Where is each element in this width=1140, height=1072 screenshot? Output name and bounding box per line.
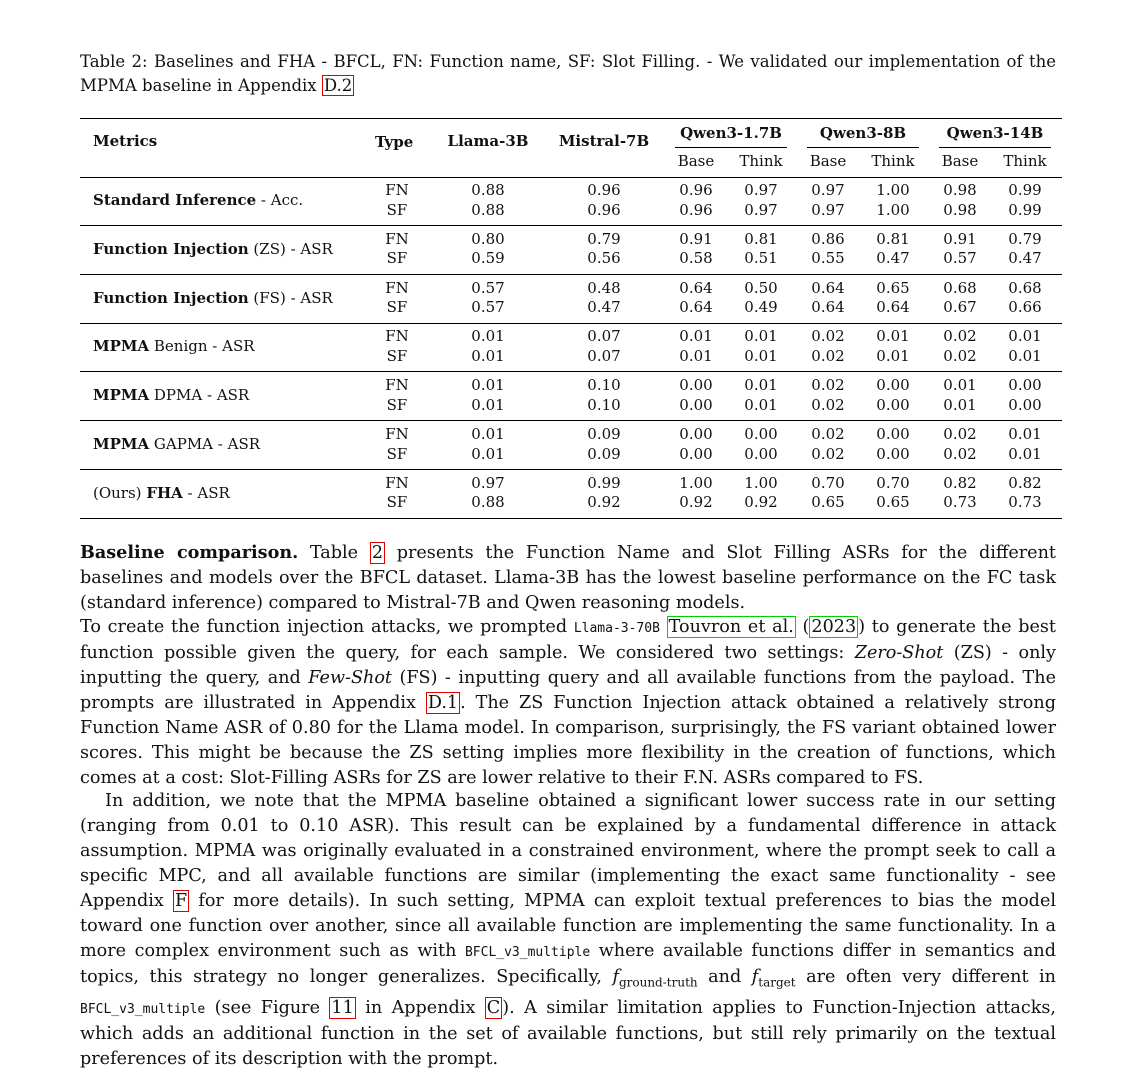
code-llama-3-70b: Llama-3-70B xyxy=(573,621,660,636)
value-cell: 0.73 xyxy=(1008,493,1042,512)
value-cell: 0.98 xyxy=(943,181,977,199)
metric-label xyxy=(93,386,249,405)
value-cell: 0.01 xyxy=(744,395,778,414)
text-span: to generate the best function possible given the query, for each sample. We considered two settings: xyxy=(80,617,1057,663)
value-cell: 0.10 xyxy=(587,395,621,414)
metric-name: Function Injection xyxy=(93,288,249,307)
type-fn: FN xyxy=(385,327,409,346)
appendix-link-f[interactable]: F xyxy=(174,891,188,911)
qwen3-14b-subrule xyxy=(939,147,1051,148)
value-cell: 0.67 xyxy=(943,298,977,317)
value-cell: 0.00 xyxy=(744,444,778,463)
text-span: In addition, we note that the MPMA baseline obtained a significant lower success rate in our setting (ranging from 0.01 to 0.10 ASR). This result can be explained by a fundamental difference in attack assumption. MPMA was originally evaluated in a constrained environment, where the prompt seek to call a specific MPC, and all available functions are similar (implementing the exact same functionality - see Appendix xyxy=(80,791,1056,911)
caption-label: Table 2: xyxy=(80,52,148,71)
value-cell: 0.98 xyxy=(943,200,977,219)
value-cell: 0.00 xyxy=(679,376,713,395)
value-cell: 0.79 xyxy=(1008,229,1042,248)
text-span: (FS) - inputting query and all available functions from the payload. The prompts are illustrated in Appendix xyxy=(80,668,1056,713)
appendix-link-d1[interactable]: D.1 xyxy=(427,693,459,713)
value-cell: 0.01 xyxy=(471,425,505,443)
value-cell: 0.58 xyxy=(679,249,713,268)
value-cell: 0.70 xyxy=(811,473,845,492)
type-sf: SF xyxy=(386,249,408,268)
text-span: and xyxy=(697,967,752,987)
sub-think: Think xyxy=(1003,152,1047,170)
value-cell: 0.10 xyxy=(587,376,621,395)
value-cell: 0.97 xyxy=(744,181,778,199)
sub-base: Base xyxy=(941,152,979,170)
value-cell: 0.09 xyxy=(587,425,621,443)
value-cell: 0.97 xyxy=(471,473,505,492)
value-cell: 0.01 xyxy=(1008,346,1042,365)
sub-think: Think xyxy=(739,152,783,170)
row-separator xyxy=(80,469,1062,470)
value-cell: 0.99 xyxy=(587,473,621,492)
value-cell: 0.02 xyxy=(811,444,845,463)
metric-label xyxy=(93,435,260,454)
code-bfcl-multiple: BFCL_v3_multiple xyxy=(464,945,591,960)
row-separator xyxy=(80,323,1062,324)
metric-label xyxy=(93,337,255,356)
metric-name: MPMA xyxy=(93,337,150,356)
table-header-rule xyxy=(80,177,1062,178)
type-fn: FN xyxy=(385,229,409,248)
value-cell: 0.81 xyxy=(876,229,910,248)
value-cell: 0.01 xyxy=(876,346,910,365)
value-cell: 0.00 xyxy=(679,444,713,463)
metric-name: Standard Inference xyxy=(93,191,257,209)
metric-suffix: DPMA - ASR xyxy=(149,386,250,405)
text-span: ). A similar limitation applies to Function-Injection attacks, which adds an additional function in the set of available functions, but still rely primarily on the textual preferences of its description with the prompt. xyxy=(80,997,1056,1069)
value-cell: 0.02 xyxy=(811,376,845,395)
value-cell: 0.88 xyxy=(471,200,505,219)
value-cell: 0.00 xyxy=(876,395,910,414)
value-cell: 0.00 xyxy=(1008,376,1042,395)
value-cell: 0.65 xyxy=(811,493,845,512)
value-cell: 0.57 xyxy=(943,249,977,268)
value-cell: 0.57 xyxy=(471,298,505,317)
header-mistral-7b: Mistral-7B xyxy=(558,132,650,150)
citation-year-2023[interactable]: 2023 xyxy=(811,617,857,637)
value-cell: 0.00 xyxy=(876,425,910,443)
metric-suffix: (FS) - ASR xyxy=(248,288,333,307)
value-cell: 0.09 xyxy=(587,444,621,463)
value-cell: 0.00 xyxy=(679,395,713,414)
value-cell: 0.56 xyxy=(587,249,621,268)
metric-suffix: (ZS) - ASR xyxy=(248,239,333,258)
value-cell: 0.00 xyxy=(679,425,713,443)
type-fn: FN xyxy=(385,473,409,492)
row-separator xyxy=(80,371,1062,372)
caption-text: Baselines and FHA - BFCL, FN: Function name, SF: Slot Filling. - We validated our implementation of the MPMA baseline in Appendix xyxy=(80,52,1056,95)
appendix-link-d2[interactable]: D.2 xyxy=(323,76,353,95)
metric-label xyxy=(93,191,303,210)
sub-think: Think xyxy=(871,152,915,170)
text-span: for more details). In such setting, MPMA can exploit textual preferences to bias the model toward one function over another, since all available function are implementing the same functionality. In a more complex environment such as with xyxy=(80,891,1056,961)
metric-name: MPMA xyxy=(93,435,150,453)
value-cell: 0.02 xyxy=(811,425,845,443)
metric-name: MPMA xyxy=(93,386,150,405)
text-span: Table xyxy=(298,543,370,563)
value-cell: 0.64 xyxy=(811,278,845,297)
math-f: f xyxy=(612,967,619,987)
citation-touvron[interactable]: Touvron et al. xyxy=(668,617,794,637)
value-cell: 0.01 xyxy=(471,346,505,365)
value-cell: 0.07 xyxy=(587,346,621,365)
value-cell: 0.97 xyxy=(744,200,778,219)
value-cell: 0.01 xyxy=(943,395,977,414)
value-cell: 0.01 xyxy=(744,346,778,365)
value-cell: 0.48 xyxy=(587,278,621,297)
value-cell: 0.00 xyxy=(744,425,778,443)
metric-label xyxy=(93,484,230,503)
paragraph-function-injection: To create the function injection attacks, we prompted Llama-3-70B Touvron et al. ( 2023 ) to generate the best function possible given the query, for each sample. We considered two settings: Zero-Shot (ZS) - only inputting the query, and Few-Shot (FS) - inputting query and all available functions from the payload. The prompts are illustrated in Appendix D.1 . The ZS Function Injection attack obtained a relatively strong Function Name ASR of 0.80 for the Llama model. In comparison, surprisingly, the FS variant obtained lower scores. This might be because the ZS setting implies more flexibility in the creation of functions, which comes at a cost: Slot-Filling ASRs for ZS are lower relative to their F.N. ASRs compared to FS. xyxy=(80,617,1057,788)
type-fn: FN xyxy=(385,425,409,443)
value-cell: 0.01 xyxy=(1008,425,1042,443)
value-cell: 0.47 xyxy=(1008,249,1042,268)
metric-suffix: Benign - ASR xyxy=(149,337,255,356)
value-cell: 1.00 xyxy=(679,473,713,492)
text-span: are often very different in xyxy=(795,967,1056,987)
type-fn: FN xyxy=(385,181,409,199)
figure-link-11[interactable]: 11 xyxy=(331,997,354,1018)
sub-base: Base xyxy=(809,152,847,170)
value-cell: 0.96 xyxy=(587,200,621,219)
value-cell: 0.82 xyxy=(943,473,977,492)
text-span: (ZS) - only inputting the query, and xyxy=(80,643,1056,688)
value-cell: 0.97 xyxy=(811,200,845,219)
value-cell: 1.00 xyxy=(876,200,910,219)
sub-base: Base xyxy=(677,152,715,170)
type-fn: FN xyxy=(385,376,409,395)
math-f: f xyxy=(751,967,759,987)
value-cell: 0.01 xyxy=(471,327,505,346)
table-top-rule xyxy=(80,118,1062,119)
value-cell: 0.96 xyxy=(679,181,713,199)
type-fn: FN xyxy=(385,278,409,297)
type-sf: SF xyxy=(386,444,408,463)
text-span: . The ZS Function Injection attack obtained a relatively strong Function Name ASR of 0.80 for the Llama model. In comparison, surprisingly, the FS variant obtained lower scores. This might be because the ZS setting implies more flexibility in the creation of functions, which comes at a cost: Slot-Filling ASRs for ZS are lower relative to their F.N. ASRs compared to FS. xyxy=(80,693,1056,788)
text-span: presents the Function Name and Slot Filling ASRs for the different baselines and models over the BFCL dataset. Llama-3B has the lowest baseline performance on the FC task (standard inference) compared to Mistral-7B and Qwen reasoning models. xyxy=(80,543,1056,613)
value-cell: 0.55 xyxy=(811,249,845,268)
value-cell: 0.01 xyxy=(471,376,505,395)
metric-label xyxy=(93,240,333,259)
value-cell: 0.50 xyxy=(744,278,778,297)
value-cell: 0.57 xyxy=(471,278,505,297)
paragraph-mpma-analysis xyxy=(80,789,1056,1072)
text-span: in Appendix xyxy=(355,997,485,1018)
value-cell: 0.64 xyxy=(679,278,713,297)
header-metrics: Metrics xyxy=(93,132,158,150)
metric-name: FHA xyxy=(146,483,183,502)
value-cell: 0.49 xyxy=(744,298,778,317)
value-cell: 0.01 xyxy=(744,376,778,395)
value-cell: 0.47 xyxy=(587,298,621,317)
header-qwen3-8b: Qwen3-8B xyxy=(819,124,907,142)
value-cell: 0.92 xyxy=(744,493,778,512)
value-cell: 0.01 xyxy=(1008,327,1042,346)
value-cell: 0.68 xyxy=(943,278,977,297)
metric-suffix: - Acc. xyxy=(256,191,304,209)
value-cell: 0.80 xyxy=(471,229,505,248)
header-type: Type xyxy=(375,133,414,151)
value-cell: 0.96 xyxy=(587,181,621,199)
value-cell: 0.01 xyxy=(471,395,505,414)
value-cell: 0.01 xyxy=(744,327,778,346)
value-cell: 0.01 xyxy=(876,327,910,346)
value-cell: 0.01 xyxy=(679,327,713,346)
value-cell: 0.00 xyxy=(876,376,910,395)
value-cell: 0.70 xyxy=(876,473,910,492)
value-cell: 0.91 xyxy=(943,229,977,248)
value-cell: 0.99 xyxy=(1008,200,1042,219)
type-sf: SF xyxy=(386,395,408,414)
value-cell: 1.00 xyxy=(744,473,778,492)
value-cell: 0.07 xyxy=(587,327,621,346)
value-cell: 1.00 xyxy=(876,181,910,199)
value-cell: 0.02 xyxy=(943,425,977,443)
value-cell: 0.01 xyxy=(1008,444,1042,463)
value-cell: 0.00 xyxy=(876,444,910,463)
value-cell: 0.02 xyxy=(811,327,845,346)
value-cell: 0.64 xyxy=(811,298,845,317)
type-sf: SF xyxy=(386,200,408,219)
text-span: (see Figure xyxy=(205,997,330,1018)
metric-label xyxy=(93,289,333,308)
paragraph-heading: Baseline comparison. xyxy=(80,542,299,563)
value-cell: 0.73 xyxy=(943,493,977,512)
header-llama-3b: Llama-3B xyxy=(447,132,529,150)
value-cell: 0.65 xyxy=(876,278,910,297)
row-separator xyxy=(80,420,1062,421)
value-cell: 0.47 xyxy=(876,249,910,268)
value-cell: 0.97 xyxy=(811,181,845,199)
value-cell: 0.51 xyxy=(744,249,778,268)
value-cell: 0.01 xyxy=(679,346,713,365)
appendix-link-c[interactable]: C xyxy=(486,997,501,1018)
value-cell: 0.01 xyxy=(943,376,977,395)
value-cell: 0.81 xyxy=(744,229,778,248)
metric-prefix: (Ours) xyxy=(93,483,147,502)
value-cell: 0.91 xyxy=(679,229,713,248)
table-link-2[interactable]: 2 xyxy=(371,543,384,563)
text-span: where available functions differ in semantics and topics, this strategy no longer generalizes. Specifically, xyxy=(80,941,1057,987)
header-qwen3-1-7b: Qwen3-1.7B xyxy=(680,124,782,142)
value-cell: 0.00 xyxy=(1008,395,1042,414)
value-cell: 0.92 xyxy=(587,493,621,512)
value-cell: 0.59 xyxy=(471,249,505,268)
table-bottom-rule xyxy=(80,518,1062,519)
qwen3-1-7b-subrule xyxy=(675,147,787,148)
value-cell: 0.79 xyxy=(587,229,621,248)
type-sf: SF xyxy=(386,298,408,317)
value-cell: 0.02 xyxy=(811,346,845,365)
header-qwen3-14b: Qwen3-14B xyxy=(946,124,1044,142)
type-sf: SF xyxy=(386,493,408,512)
paragraph-baseline-comparison xyxy=(80,540,1056,616)
value-cell: 0.01 xyxy=(471,444,505,463)
value-cell: 0.92 xyxy=(679,493,713,512)
metric-suffix: GAPMA - ASR xyxy=(149,435,261,453)
value-cell: 0.82 xyxy=(1008,473,1042,492)
table-caption xyxy=(80,50,1056,98)
qwen3-8b-subrule xyxy=(807,147,919,148)
few-shot-term: Few-Shot xyxy=(308,668,392,688)
value-cell: 0.88 xyxy=(471,181,505,199)
value-cell: 0.99 xyxy=(1008,181,1042,199)
value-cell: 0.02 xyxy=(943,327,977,346)
value-cell: 0.65 xyxy=(876,493,910,512)
math-subscript: ground-truth xyxy=(618,975,698,990)
value-cell: 0.64 xyxy=(679,298,713,317)
row-separator xyxy=(80,225,1062,226)
value-cell: 0.66 xyxy=(1008,298,1042,317)
row-separator xyxy=(80,274,1062,275)
value-cell: 0.02 xyxy=(943,444,977,463)
value-cell: 0.02 xyxy=(943,346,977,365)
metric-name: Function Injection xyxy=(93,239,249,258)
value-cell: 0.96 xyxy=(679,200,713,219)
math-subscript: target xyxy=(758,975,796,990)
value-cell: 0.64 xyxy=(876,298,910,317)
type-sf: SF xyxy=(386,346,408,365)
zero-shot-term: Zero-Shot xyxy=(854,643,944,663)
value-cell: 0.86 xyxy=(811,229,845,248)
code-bfcl-multiple: BFCL_v3_multiple xyxy=(80,1001,206,1017)
value-cell: 0.68 xyxy=(1008,278,1042,297)
metric-suffix: - ASR xyxy=(182,483,230,502)
text-span: To create the function injection attacks, we prompted xyxy=(80,617,574,637)
value-cell: 0.02 xyxy=(811,395,845,414)
value-cell: 0.88 xyxy=(471,493,505,512)
